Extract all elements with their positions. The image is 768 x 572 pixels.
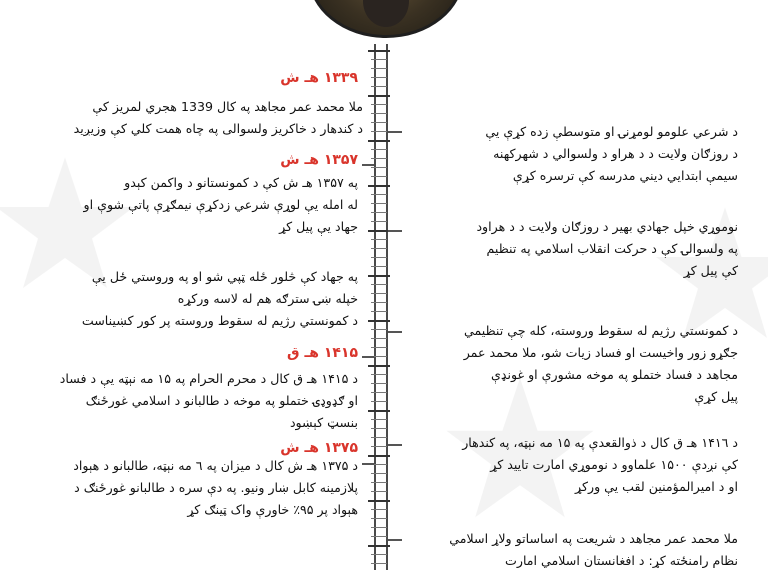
- left-entry-5-line-3: هېواد پر ۹۵٪ خاورې واک ټينګ کړ: [187, 502, 358, 517]
- axis-tick: [371, 158, 387, 159]
- axis-tick: [371, 509, 387, 510]
- axis-tick: [368, 365, 390, 367]
- axis-tick: [371, 239, 387, 240]
- axis-tick: [371, 473, 387, 474]
- axis-tick: [371, 518, 387, 519]
- right-entry-1: [485, 121, 738, 187]
- axis-tick: [371, 563, 387, 564]
- right-entry-5: [449, 528, 738, 572]
- axis-tick: [371, 149, 387, 150]
- axis-tick: [371, 203, 387, 204]
- left-entry-4-line-3: بنسټ کېښود: [289, 415, 358, 430]
- right-entry-1-line-2: د روزګان ولايت د د هراو د ولسوالي د شهرکهنه: [493, 146, 738, 161]
- left-entry-2: [84, 172, 358, 238]
- right-entry-1-line-3: سيمې ابتدايي ديني مدرسه کې ترسره کړې: [512, 168, 738, 183]
- left-entry-5: [73, 455, 358, 521]
- axis-tick: [371, 392, 387, 393]
- right-entry-3-line-2: جګړو زور واخيست او فساد زيات شو، ملا محمد عمر: [463, 345, 738, 360]
- right-entry-4-line-2: کې نږدې ۱۵۰۰ علماوو د نوموړي امارت تاييد کړ: [490, 457, 738, 472]
- axis-tick: [371, 176, 387, 177]
- right-entry-2-line-2: په ولسوالۍ کې د حرکت انقلاب اسلامي په تنظيم: [486, 241, 738, 256]
- left-entry-3-line-3: د کمونستي رژيم له سقوط وروسته پر کور کښيناست: [81, 313, 358, 328]
- axis-tick: [371, 284, 387, 285]
- axis-tick: [368, 320, 390, 322]
- left-connector: [362, 356, 374, 358]
- axis-tick: [371, 113, 387, 114]
- axis-tick: [368, 95, 390, 97]
- axis-tick: [371, 311, 387, 312]
- left-entry-4-line-2: او ګډوډۍ ختملو په موخه د طالبانو د اسلامي غورځنګ: [85, 393, 358, 408]
- portrait-image: [308, 0, 464, 38]
- left-entry-2-line-1: په ۱۳۵۷ هـ ش کې د کمونستانو د واکمن کېدو: [124, 175, 358, 190]
- axis-tick: [371, 374, 387, 375]
- axis-tick: [371, 302, 387, 303]
- axis-tick: [371, 329, 387, 330]
- left-entry-1-line-2: د کندهار د خاکريز ولسوالی په چاه همت کلي کې وزيږيد: [73, 121, 363, 136]
- axis-tick: [371, 131, 387, 132]
- year-label-1357: ۱۳۵۷ هـ ش: [280, 152, 358, 168]
- axis-tick: [371, 221, 387, 222]
- axis-tick: [371, 248, 387, 249]
- left-connector: [362, 164, 374, 166]
- axis-tick: [371, 212, 387, 213]
- axis-tick: [371, 419, 387, 420]
- axis-tick: [371, 347, 387, 348]
- axis-tick: [371, 59, 387, 60]
- axis-tick: [371, 527, 387, 528]
- right-entry-5-line-2: نظام رامنځته کړ: د افغانستان اسلامي امارت: [505, 553, 738, 568]
- axis-tick: [371, 257, 387, 258]
- left-entry-5-line-1: د ۱۳۷۵ هـ ش کال د میزان په ٦ مه نېټه، طالبانو د هېواد: [73, 458, 358, 473]
- right-connector: [388, 331, 402, 333]
- right-entry-5-line-1: ملا محمد عمر مجاهد د شريعت په اساساتو ولاړ اسلامي: [449, 531, 738, 546]
- left-entry-2-line-3: جهاد يې پيل کړ: [279, 219, 358, 234]
- right-entry-4: [462, 432, 738, 498]
- axis-tick: [371, 401, 387, 402]
- axis-tick: [371, 437, 387, 438]
- left-entry-2-line-2: له امله يې لوړې شرعي زدکړې نيمګړې پاتې شوې او: [83, 197, 358, 212]
- year-label-1375: ۱۳۷۵ هـ ش: [280, 440, 358, 456]
- axis-tick: [368, 545, 390, 547]
- axis-tick: [368, 185, 390, 187]
- axis-tick: [371, 536, 387, 537]
- axis-tick: [371, 446, 387, 447]
- year-label-1339: ۱۳۳۹ هـ ش: [280, 70, 358, 86]
- left-entry-5-line-2: پلازمینه کابل ښار ونيو. په دې سره د طالبانو غورځنګ د: [74, 480, 358, 495]
- axis-tick: [368, 275, 390, 277]
- axis-tick: [371, 167, 387, 168]
- axis-tick: [371, 68, 387, 69]
- axis-tick: [368, 410, 390, 412]
- left-entry-3-line-1: په جهاد کې څلور ځله ټپي شو او په وروستي ځل يې: [91, 269, 358, 284]
- right-entry-2-line-1: نوموړي خپل جهادي بهير د روزګان ولايت د د هراود: [476, 219, 738, 234]
- axis-tick: [371, 104, 387, 105]
- left-entry-3-line-2: خپله ښۍ سترګه هم له لاسه ورکړه: [177, 291, 358, 306]
- right-connector: [388, 444, 402, 446]
- left-entry-1: [74, 96, 363, 140]
- axis-tick: [371, 428, 387, 429]
- year-label-1415: ۱۴۱۵ هـ ق: [287, 345, 358, 361]
- axis-tick: [371, 293, 387, 294]
- axis-tick: [371, 554, 387, 555]
- right-entry-3: [464, 320, 738, 408]
- right-connector: [388, 131, 402, 133]
- axis-tick: [371, 266, 387, 267]
- axis-tick: [368, 500, 390, 502]
- right-entry-2: [476, 216, 738, 282]
- right-connector: [388, 539, 402, 541]
- right-entry-3-line-3: مجاهد د فساد ختملو په موخه مشورې او غونډې: [491, 367, 738, 382]
- right-entry-4-line-3: او د اميرالمؤمنين لقب يې ورکړ: [575, 479, 738, 494]
- left-entry-4-line-1: د ۱۴۱۵ هـ ق کال د محرم الحرام په ۱۵ مه نېټه يې د فساد: [59, 371, 358, 386]
- axis-tick: [368, 50, 390, 52]
- right-entry-2-line-3: کې پيل کړ: [683, 263, 738, 278]
- axis-tick: [371, 338, 387, 339]
- right-connector: [388, 230, 402, 232]
- right-entry-3-line-1: د کمونستي رژيم له سقوط وروسته، کله چې تنظيمي: [464, 323, 738, 338]
- left-entry-3: [82, 266, 358, 332]
- axis-tick: [368, 455, 390, 457]
- axis-tick: [371, 194, 387, 195]
- axis-tick: [371, 122, 387, 123]
- left-connector: [362, 463, 374, 465]
- axis-tick: [368, 140, 390, 142]
- right-entry-1-line-1: د شرعي علومو لومړنۍ او متوسطې زده کړې يې: [485, 124, 738, 139]
- left-entry-4: [60, 368, 358, 434]
- axis-tick: [371, 77, 387, 78]
- axis-tick: [368, 230, 390, 232]
- axis-tick: [371, 482, 387, 483]
- axis-tick: [371, 383, 387, 384]
- right-entry-4-line-1: د ۱۴۱٦ هـ ق کال د ذوالقعدې په ۱۵ مه نېټه، په کندهار: [462, 435, 738, 450]
- portrait-beard: [363, 0, 409, 27]
- left-entry-1-line-1: ملا محمد عمر مجاهد په کال 1339 هجري لمريز کې: [92, 99, 363, 114]
- axis-tick: [371, 86, 387, 87]
- axis-tick: [371, 491, 387, 492]
- right-entry-3-line-4: پيل کړې: [694, 389, 738, 404]
